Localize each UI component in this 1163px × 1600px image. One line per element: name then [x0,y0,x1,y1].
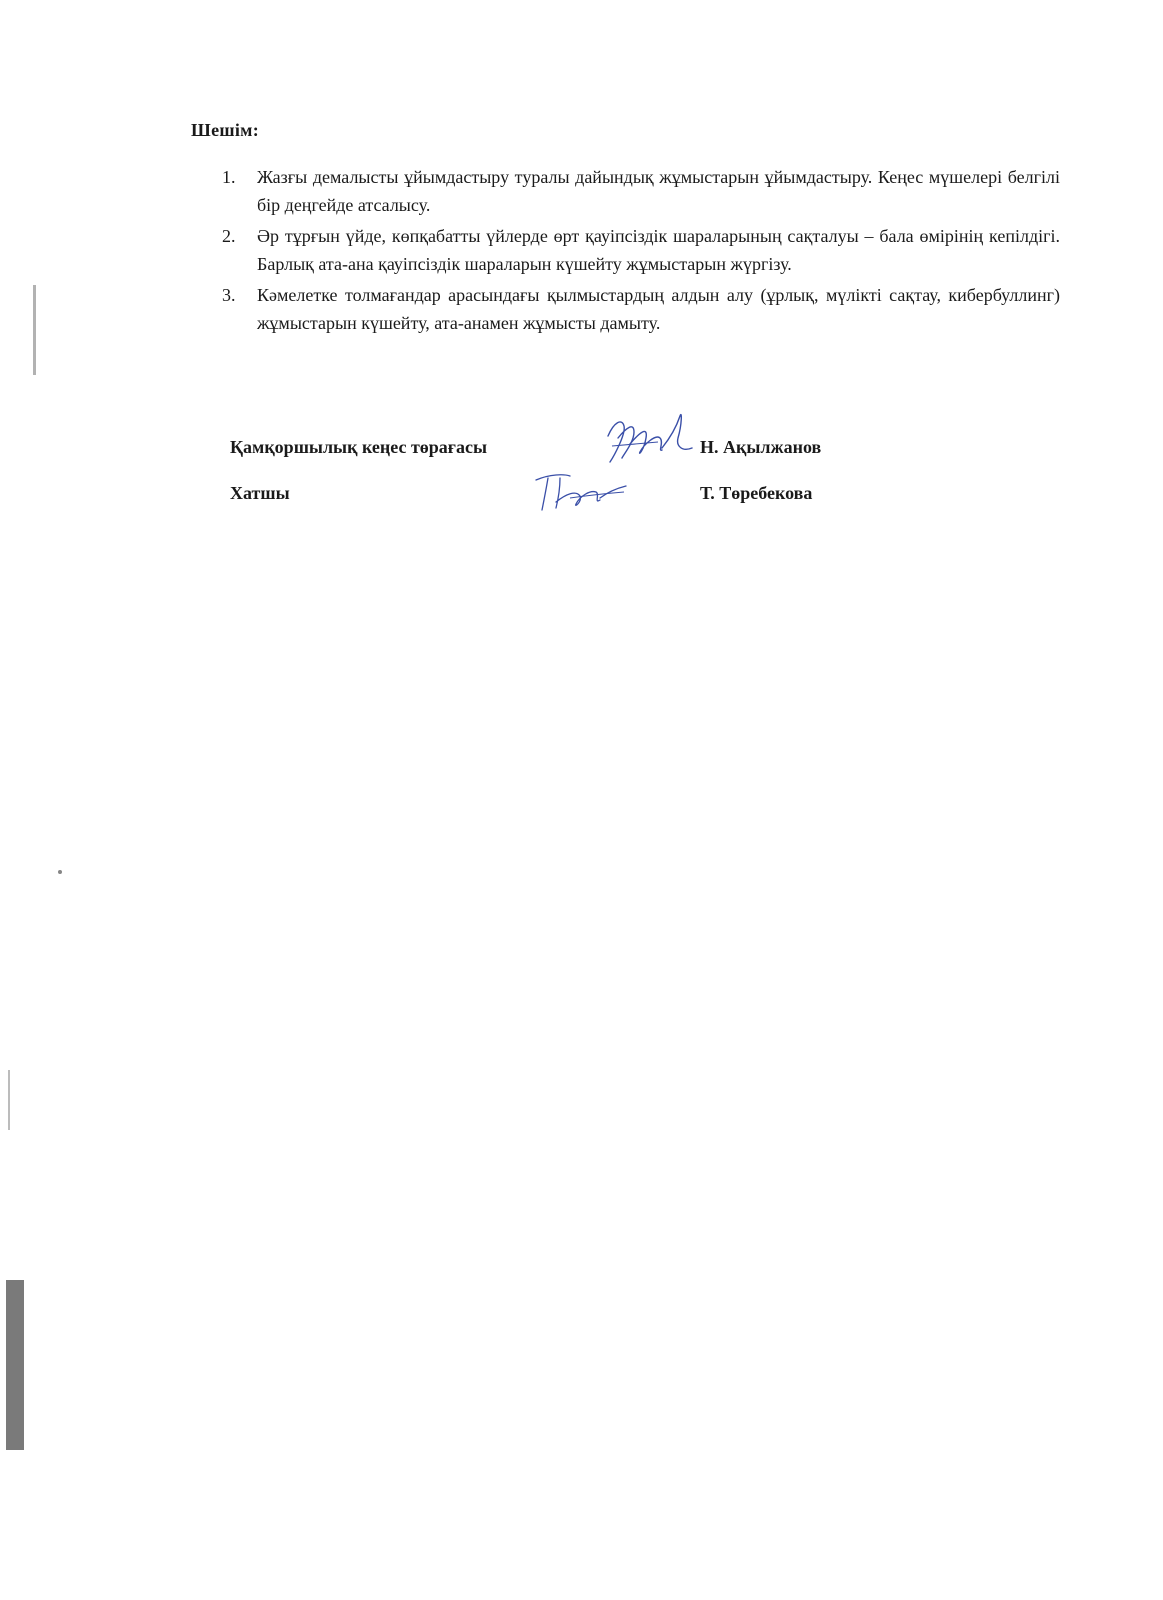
decision-item-3 [222,281,1060,337]
decision-item-2 [222,222,1060,278]
decision-list [222,163,1060,340]
signatory-role: Қамқоршылық кеңес төрағасы [230,437,488,457]
signatory-secretary [230,483,1050,523]
decision-text: Әр тұрғын үйде, көпқабатты үйлерде өрт қауіпсіздік шараларының сақталуы – бала өмірінің кепілдігі. Барлық ата-ана қауіпсіздік шараларын күшейту жұмыстарын жүргізу. [257,226,1060,274]
decision-item-1 [222,163,1060,219]
scan-artifact-bottom [6,1280,24,1450]
decision-text: Кәмелетке толмағандар арасындағы қылмыстардың алдын алу (ұрлық, мүлікті сақтау, кибербуллинг) жұмыстарын күшейту, ата-анамен жұмысты дамыту. [257,285,1060,333]
decision-heading: Шешім: [191,120,260,140]
decision-number: 1. [222,167,236,187]
scan-artifact-dot [58,870,62,874]
signatory-name: Н. Ақылжанов [700,437,822,457]
signatory-role: Хатшы [230,483,290,503]
signature-secretary [530,468,635,518]
decision-number: 2. [222,226,236,246]
signature-chair [600,408,700,470]
scan-artifact-top [33,285,36,375]
decision-text: Жазғы демалысты ұйымдастыру туралы дайындық жұмыстарын ұйымдастыру. Кеңес мүшелері белгілі бір деңгейде атсалысу. [257,167,1060,215]
decision-number: 3. [222,285,236,305]
signatory-name: Т. Төребекова [700,483,813,503]
scan-artifact-line [8,1070,10,1130]
